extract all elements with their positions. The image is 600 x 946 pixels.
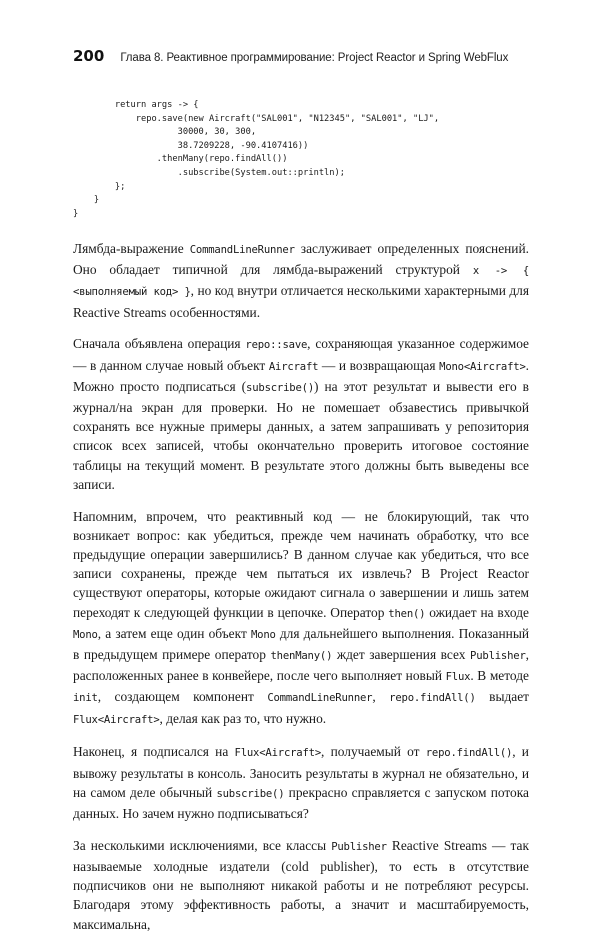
text-run: выдает [475,689,529,705]
text-run: , но код внутри отличается несколькими характерными для Reactive Streams особенностями. [73,283,529,320]
text-run: , а затем еще один объект [97,625,251,641]
text-run: прекрасно справляется с запуском потока данных. Но зачем нужно подписываться? [73,784,530,822]
text-run: для дальнейшего выполнения. Показанный в предыдущем примере оператор [73,625,529,663]
inline-code: Aircraft [268,360,319,373]
text-run: . В методе [470,668,529,684]
text-run: , расположенных ранее в конвейере, после чего выполняет новый [73,647,529,684]
paragraph-1 [73,239,529,322]
text-run: , [372,689,390,705]
text-run: — и возвращающая [318,357,440,373]
inline-code: x -> { <выполняемый код> } [73,265,529,299]
text-run: ожидает на входе [425,604,529,620]
inline-code: Mono [250,628,276,641]
text-run: За несколькими исключениями, все классы [73,837,332,853]
text-run: . Можно просто подписаться ( [73,357,529,394]
inline-code: repo.findAll() [389,692,476,705]
paragraph-2 [73,334,529,494]
text-run: Reactive Streams — так называемые холодные издатели (cold publisher), то есть в отсутствие подписчиков они не выполняют никакой работы и не потребляют ресурсы. Благодаря этому эффективность работы, а значит и масштабируемость, максимальна, [73,837,529,932]
inline-code: repo::save [245,339,308,352]
page-header [73,47,560,65]
inline-code: Flux<Aircraft> [73,713,160,726]
text-run: Напомним, впрочем, что реактивный код — не блокирующий, так что возникает вопрос: как убедиться, прежде чем начинать обработку, что все предыдущие операции завершились? В данном случае как убедиться, что все записи сохранены, прежде чем пытаться их извлечь? В Project Reactor существуют операторы, которые ожидают сигнала о завершении и лишь затем переходят к следующей функции в цепочке. Оператор [73,508,529,620]
inline-code: Flux<Aircraft> [234,747,322,760]
inline-code: subscribe() [216,787,285,800]
text-run: заслуживает определенных пояснений. Оно обладает типичной для лямбда-выражений структурой [73,241,529,278]
text-run: , и вывожу результаты в консоль. Заносить результаты в журнал не обязательно, и на самом деле обычный [73,744,529,800]
inline-code: CommandLineRunner [267,692,373,705]
text-run: , сохраняющая указанное содержимое — в данном случае новый объект [73,336,529,373]
text-run: , получаемый от [321,744,426,760]
paragraph-4 [73,742,529,823]
text-run: ) на этот результат и вывести его в журнал/на экран для проверки. Но не помешает обзавестись привычкой сохранять все нужные примеры данных, а затем запрашивать у репозитория список всех записей, чтобы окончательно проверить итоговое состояние таблицы на текущий момент. В результате этого должны быть выведены все записи. [73,378,529,492]
inline-code: subscribe() [246,381,315,394]
inline-code: then() [388,607,426,620]
inline-code: Flux [445,671,471,684]
text-run: Сначала объявлена операция [73,336,246,352]
inline-code: Publisher [331,840,387,853]
text-run: Лямбда-выражение [73,241,190,256]
inline-code: Publisher [470,650,526,663]
inline-code: Mono [73,628,98,641]
text-run: ждет завершения всех [332,647,471,663]
text-run: , создающем компонент [97,689,268,705]
inline-code: CommandLineRunner [189,244,295,256]
inline-code: thenMany() [270,650,333,663]
page-number: 200 [73,47,105,65]
inline-code: repo.findAll() [425,747,513,760]
paragraph-3 [73,507,529,730]
body-text [73,239,529,946]
inline-code: init [73,692,98,705]
text-run: , делая как раз то, что нужно. [159,710,327,726]
inline-code: Mono<Aircraft> [439,360,526,373]
running-title: Глава 8. Реактивное программирование: Project Reactor и Spring WebFlux [120,52,509,64]
paragraph-5 [73,836,529,934]
code-listing: return args -> { repo.save(new Aircraft("SAL001", "N12345", "SAL001", "LJ", 30000, 30, 300, 38.7209228, -90.4107416)) .thenMany(repo.findAll()) .subscribe(System.out::println); }; } } [73,100,440,219]
text-run: Наконец, я подписался на [73,744,235,760]
